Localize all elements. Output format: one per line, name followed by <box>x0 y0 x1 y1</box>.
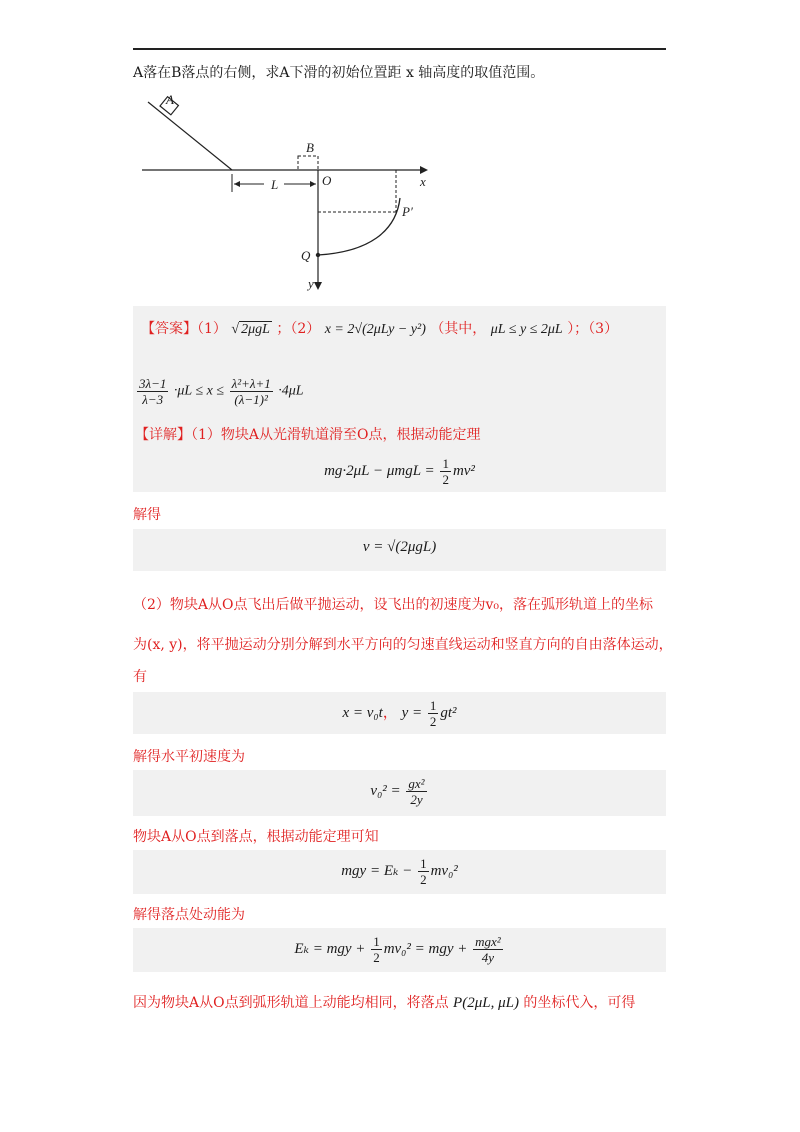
detail-s1: （1）物块A从光滑轨道滑至O点，根据动能定理 <box>191 427 481 443</box>
physics-diagram <box>138 92 438 302</box>
detail-line1 <box>135 426 481 444</box>
answer-p1: （1） <box>197 321 227 337</box>
label-b: B <box>306 140 314 155</box>
label-q: Q <box>301 248 311 263</box>
answer-line2: $\frac{3\lambda-1}{\lambda-3}$ ·μL ≤ x ≤ $\frac{\text{λ²+λ+1}}{\text{(λ−1)²}}$ ·4μL <box>139 376 304 407</box>
answer-box <box>133 306 666 492</box>
answer-p2-expr: x = 2√(2μLy − y²) <box>324 322 426 337</box>
equation-3: x = v₀t， y = $\frac{1}{2}$ gt² <box>342 698 457 729</box>
label-l: L <box>271 177 279 192</box>
answer-sep1: ；（2） <box>276 321 321 337</box>
y-axis-arrow <box>314 282 322 290</box>
label-y: y <box>308 276 314 291</box>
solve-label-1: 解得 <box>133 507 161 523</box>
detail-s2b: 为(x, y)，将平抛运动分别分解到水平方向的匀速直线运动和竖直方向的自由落体运动， <box>133 637 673 653</box>
equation-2: v = √(2μgL) <box>362 539 437 555</box>
answer-line1 <box>141 320 618 339</box>
equation-box-3 <box>133 692 666 734</box>
answer-p2-range: μL ≤ y ≤ 2μL <box>490 322 563 337</box>
answer-note-open: （其中， <box>430 321 487 337</box>
detail-s4 <box>133 994 635 1012</box>
equation-5: mgy = Eₖ − $\frac{1}{2}$ mv₀² <box>341 856 458 887</box>
equation-box-5 <box>133 850 666 894</box>
point-q <box>316 253 320 257</box>
label-o: O <box>322 173 332 188</box>
header-rule <box>133 48 666 50</box>
block-b <box>298 156 318 170</box>
answer-note-close: ）；（3） <box>567 321 619 337</box>
detail-s2a: （2）物块A从O点飞出后做平抛运动，设飞出的初速度为v₀，落在弧形轨道上的坐标 <box>133 597 654 613</box>
detail-tag: 【详解】 <box>135 427 191 443</box>
equation-box-2 <box>133 529 666 571</box>
solve-label-3: 解得落点处动能为 <box>133 907 245 923</box>
equation-4: v₀² = $\frac{\text{gx²}}{2y}$ <box>370 776 425 807</box>
x-axis-arrow <box>420 166 428 174</box>
label-x: x <box>420 174 426 189</box>
answer-p1-expr: √ 2μgL <box>231 322 270 337</box>
arc-track <box>318 198 400 255</box>
detail-s2c: 有 <box>133 669 147 685</box>
point-coordinates: P(2μL, μL) <box>453 995 519 1011</box>
solve-label-2: 解得水平初速度为 <box>133 749 245 765</box>
equation-1: mg·2μL − μmgL = $\frac{1}{2}$ mv² <box>324 456 475 487</box>
incline-track <box>148 102 232 170</box>
detail-s4a: 因为物块A从O点到弧形轨道上动能均相同，将落点 <box>133 995 449 1011</box>
question-text: A落在B落点的右侧，求A下滑的初始位置距 x 轴高度的取值范围。 <box>133 65 545 81</box>
detail-s3: 物块A从O点到落点，根据动能定理可知 <box>133 829 379 845</box>
detail-s4b: 的坐标代入，可得 <box>523 995 636 1011</box>
label-a: A <box>166 92 174 107</box>
equation-box-4 <box>133 770 666 816</box>
equation-box-6 <box>133 928 666 972</box>
answer-tag: 【答案】 <box>141 321 197 337</box>
equation-6: Eₖ = mgy + $\frac{1}{2}$ mv₀² = mgy + $\frac{\text{mgx²}}{4y}$ <box>294 934 501 965</box>
label-p: P′ <box>402 204 413 219</box>
